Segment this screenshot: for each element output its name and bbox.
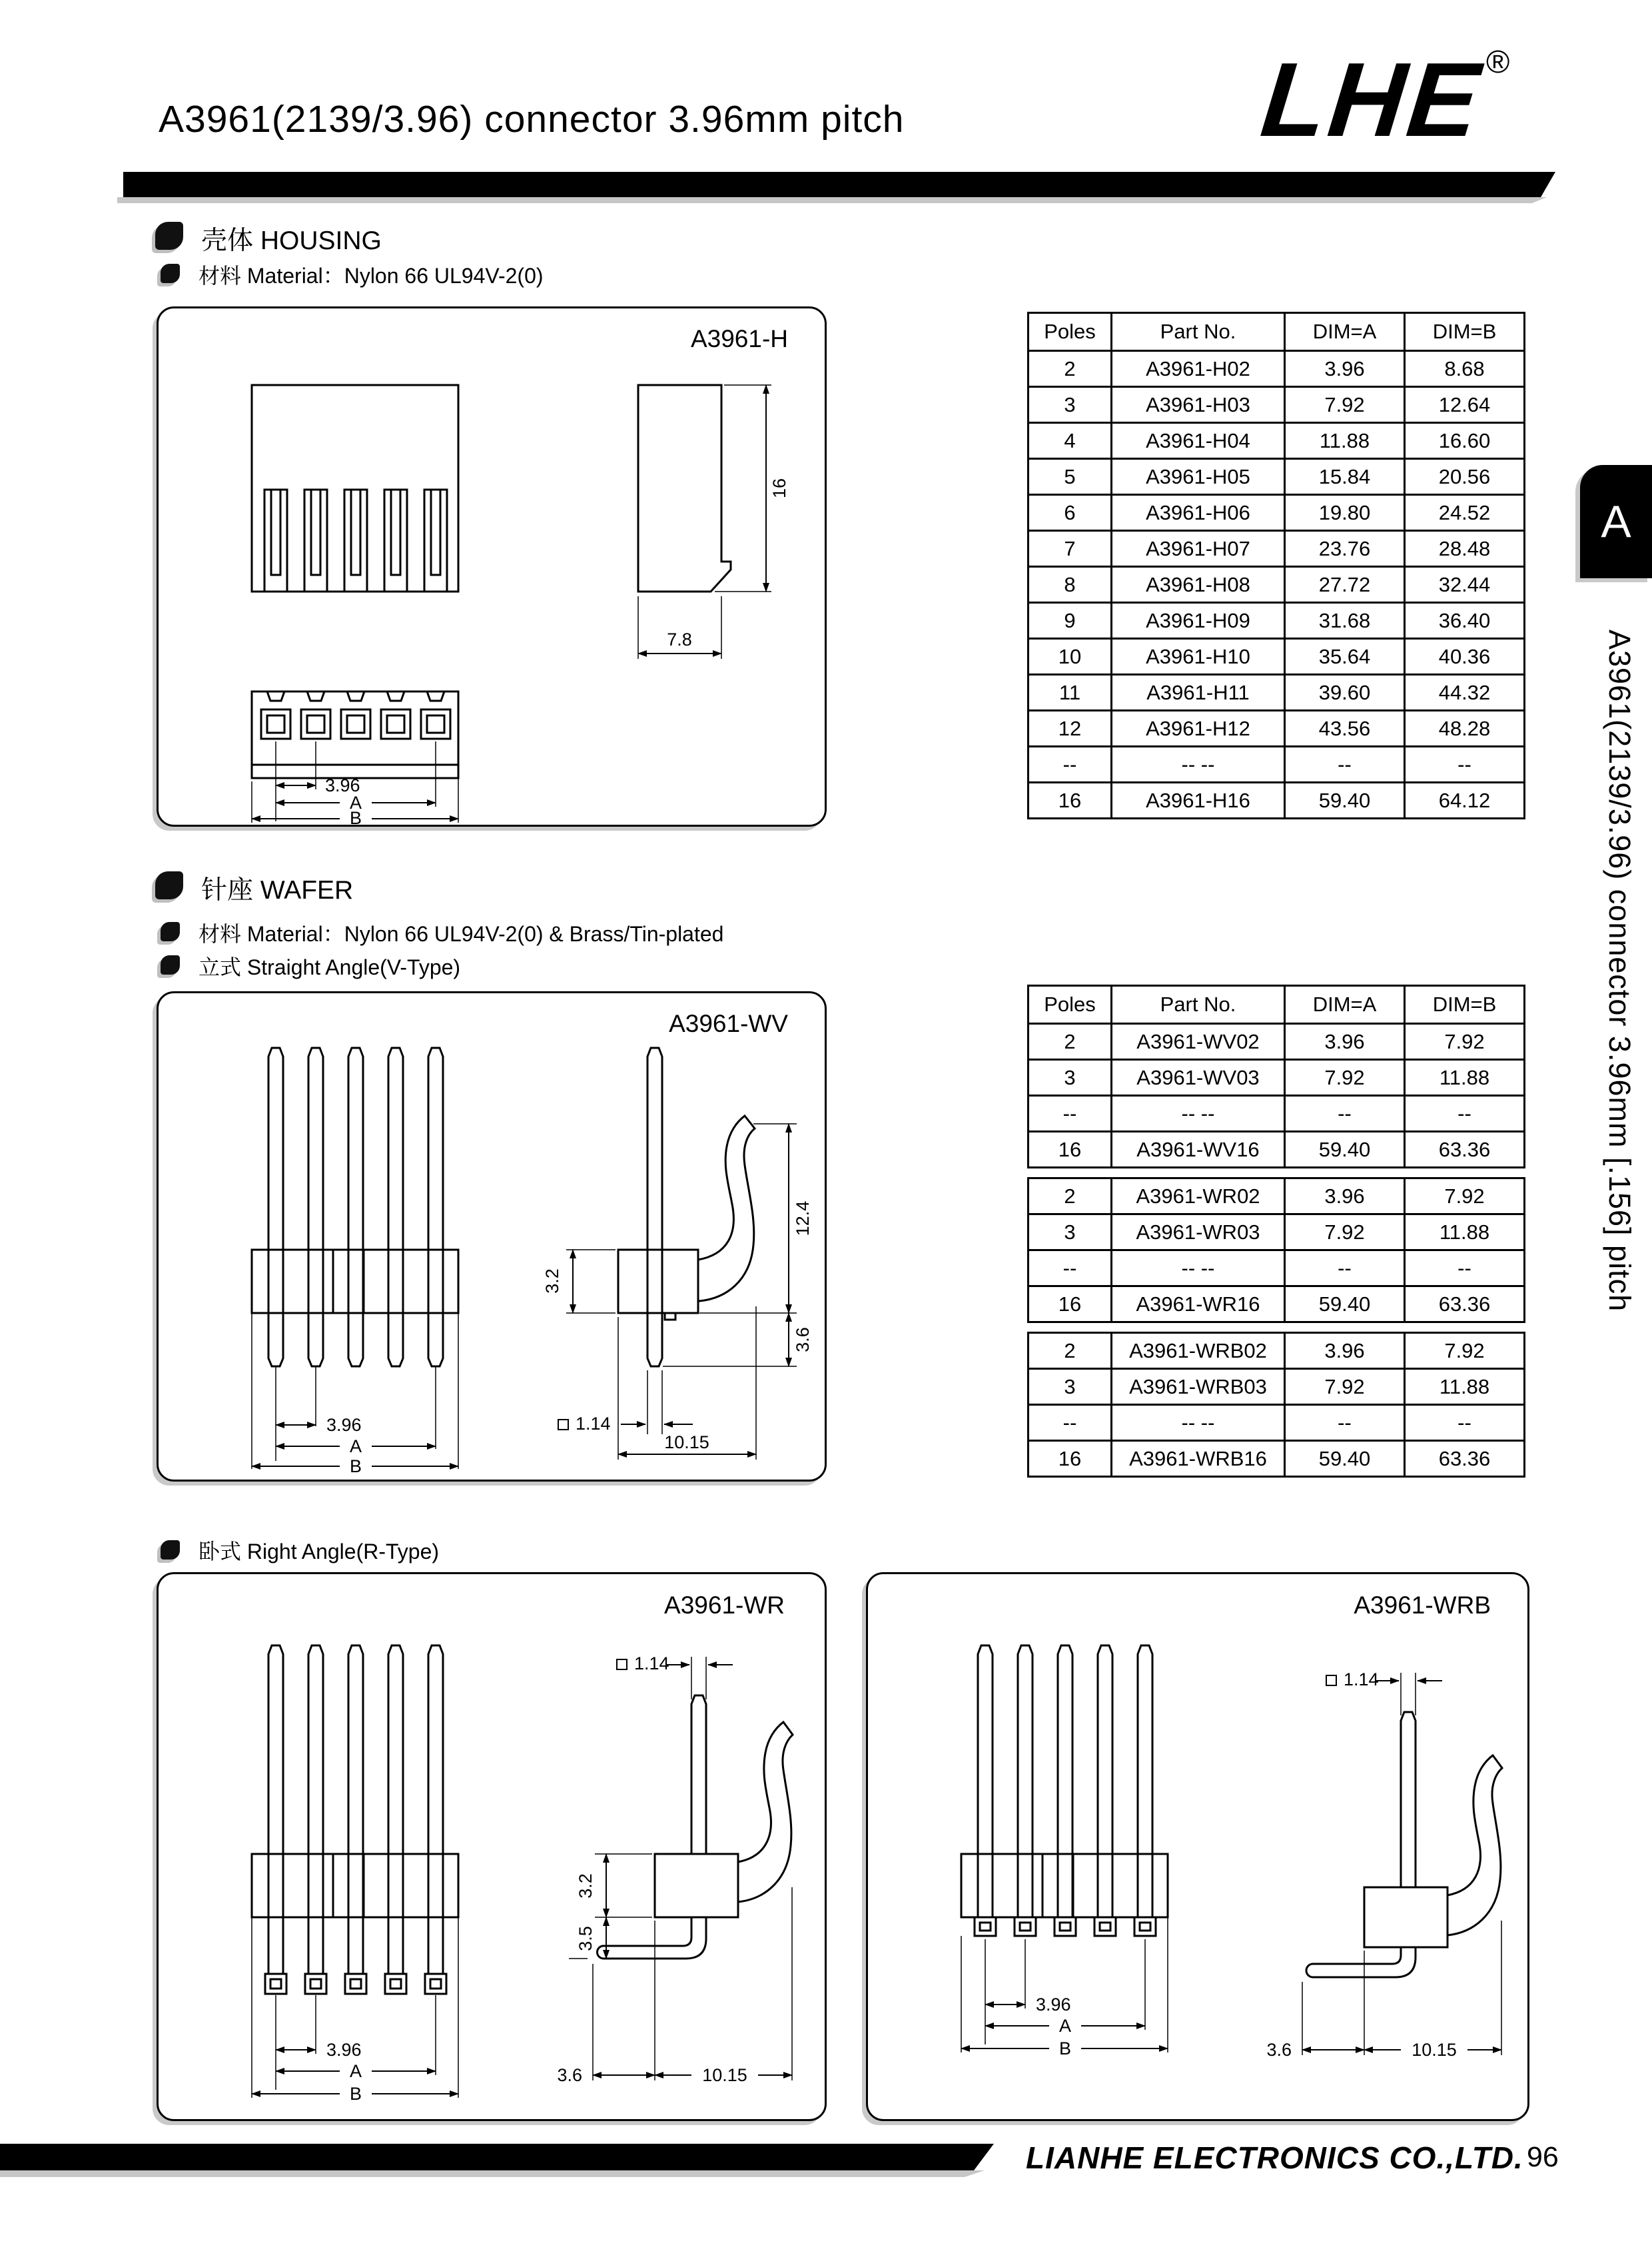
table-cell: -- bbox=[1029, 747, 1112, 783]
table-cell: 3.96 bbox=[1285, 1024, 1405, 1060]
table-cell: 3.96 bbox=[1285, 1178, 1405, 1214]
table-cell: 3 bbox=[1029, 1060, 1112, 1096]
table-cell: 63.36 bbox=[1405, 1132, 1525, 1168]
table-cell: 7.92 bbox=[1405, 1178, 1525, 1214]
table-cell: 2 bbox=[1029, 1178, 1112, 1214]
table-cell: 4 bbox=[1029, 423, 1112, 459]
table-row bbox=[1029, 603, 1525, 639]
table-cell: A3961-H04 bbox=[1112, 423, 1285, 459]
table-row bbox=[1029, 1096, 1525, 1132]
table-cell: 11.88 bbox=[1405, 1214, 1525, 1250]
brand-logo-text: LHE bbox=[1256, 41, 1487, 159]
table-header-row bbox=[1029, 313, 1525, 351]
wafer-heading: 针座 WAFER bbox=[201, 876, 354, 905]
table-row bbox=[1029, 1024, 1525, 1060]
right-angle-heading: 卧式 Right Angle(R-Type) bbox=[199, 1540, 440, 1564]
dim-pin-square: 1.14 bbox=[634, 1653, 669, 1673]
table-cell: 15.84 bbox=[1285, 459, 1405, 495]
table-cell: 39.60 bbox=[1285, 675, 1405, 711]
registered-trademark-icon: ® bbox=[1486, 45, 1510, 80]
table-cell: -- -- bbox=[1112, 1405, 1285, 1441]
table-cell: 11.88 bbox=[1405, 1060, 1525, 1096]
table-cell: 36.40 bbox=[1405, 603, 1525, 639]
table-cell: 8 bbox=[1029, 567, 1112, 603]
table-row bbox=[1029, 1178, 1525, 1214]
table-row bbox=[1029, 1405, 1525, 1441]
table-cell: 7.92 bbox=[1285, 387, 1405, 423]
table-cell: 2 bbox=[1029, 351, 1112, 387]
item-bullet-icon bbox=[161, 955, 180, 975]
brand-logo bbox=[1256, 40, 1510, 161]
section-bullet-icon bbox=[155, 222, 183, 250]
item-bullet-icon bbox=[161, 922, 180, 941]
table-cell: A3961-H10 bbox=[1112, 639, 1285, 675]
table-cell: A3961-WV03 bbox=[1112, 1060, 1285, 1096]
col-header-dima: DIM=A bbox=[1285, 986, 1405, 1024]
table-cell: 59.40 bbox=[1285, 1286, 1405, 1322]
dim-pitch: 3.96 bbox=[1036, 1995, 1071, 2015]
footer-rule-bar bbox=[0, 2144, 994, 2170]
table-cell: 40.36 bbox=[1405, 639, 1525, 675]
dim-pin-length: 10.15 bbox=[702, 2065, 747, 2085]
col-header-poles: Poles bbox=[1029, 986, 1112, 1024]
housing-table-wrap bbox=[1027, 312, 1525, 819]
dim-pin-square: 1.14 bbox=[576, 1414, 611, 1434]
dim-pitch: 3.96 bbox=[326, 1415, 362, 1435]
table-cell: 2 bbox=[1029, 1024, 1112, 1060]
table-row bbox=[1029, 459, 1525, 495]
dim-pin-length: 10.15 bbox=[664, 1432, 709, 1452]
wafer-v-technical-drawing bbox=[159, 993, 825, 1480]
dim-a: A bbox=[349, 2061, 362, 2081]
table-cell: A3961-WRB02 bbox=[1112, 1333, 1285, 1369]
dim-hook-height: 12.4 bbox=[793, 1200, 813, 1236]
table-cell: 35.64 bbox=[1285, 639, 1405, 675]
table-row bbox=[1029, 567, 1525, 603]
table-row bbox=[1029, 1441, 1525, 1477]
table-cell: A3961-H05 bbox=[1112, 459, 1285, 495]
table-cell: -- bbox=[1029, 1250, 1112, 1286]
table-cell: 11.88 bbox=[1285, 423, 1405, 459]
housing-material-line: 材料 Material：Nylon 66 UL94V-2(0) bbox=[199, 264, 544, 288]
square-pin-icon bbox=[558, 1420, 568, 1430]
table-row bbox=[1029, 639, 1525, 675]
table-cell: 3 bbox=[1029, 1369, 1112, 1405]
table-cell: 48.28 bbox=[1405, 711, 1525, 747]
table-cell: -- bbox=[1405, 1250, 1525, 1286]
table-cell: 11.88 bbox=[1405, 1369, 1525, 1405]
table-cell: -- bbox=[1285, 747, 1405, 783]
table-cell: -- -- bbox=[1112, 747, 1285, 783]
housing-drawing-box bbox=[157, 306, 827, 827]
col-header-dima: DIM=A bbox=[1285, 313, 1405, 351]
table-cell: 8.68 bbox=[1405, 351, 1525, 387]
table-cell: 59.40 bbox=[1285, 783, 1405, 819]
table-row bbox=[1029, 783, 1525, 819]
table-cell: 64.12 bbox=[1405, 783, 1525, 819]
table-row bbox=[1029, 1286, 1525, 1322]
dim-pitch: 3.96 bbox=[326, 2040, 362, 2060]
dim-a: A bbox=[1058, 2016, 1072, 2036]
dim-pin-length: 10.15 bbox=[1412, 2040, 1457, 2060]
table-row bbox=[1029, 1214, 1525, 1250]
wafer-wr-drawing-box bbox=[157, 1572, 827, 2121]
table-row bbox=[1029, 495, 1525, 531]
table-cell: A3961-WV16 bbox=[1112, 1132, 1285, 1168]
table-row bbox=[1029, 387, 1525, 423]
table-cell: 16 bbox=[1029, 1132, 1112, 1168]
dim-pin-square: 1.14 bbox=[1344, 1669, 1379, 1689]
table-cell: 16 bbox=[1029, 783, 1112, 819]
table-cell: A3961-WR16 bbox=[1112, 1286, 1285, 1322]
footer-company-name: LIANHE ELECTRONICS CO.,LTD. bbox=[1026, 2140, 1523, 2175]
dim-body-height: 3.2 bbox=[576, 1873, 596, 1899]
table-cell: 5 bbox=[1029, 459, 1112, 495]
table-cell: A3961-H08 bbox=[1112, 567, 1285, 603]
dim-b: B bbox=[349, 808, 362, 825]
table-cell: A3961-H11 bbox=[1112, 675, 1285, 711]
table-cell: -- bbox=[1405, 747, 1525, 783]
page-title: A3961(2139/3.96) connector 3.96mm pitch bbox=[159, 98, 905, 141]
item-bullet-icon bbox=[161, 264, 180, 283]
table-cell: A3961-WRB03 bbox=[1112, 1369, 1285, 1405]
table-cell: 20.56 bbox=[1405, 459, 1525, 495]
housing-table bbox=[1027, 312, 1525, 819]
table-row bbox=[1029, 1250, 1525, 1286]
table-cell: -- bbox=[1029, 1096, 1112, 1132]
item-bullet-icon bbox=[161, 1540, 180, 1560]
header-rule-bar-shadow bbox=[117, 197, 1547, 203]
wafer-type-line: 立式 Straight Angle(V-Type) bbox=[199, 955, 461, 979]
table-cell: 7 bbox=[1029, 531, 1112, 567]
wafer-v-drawing-label: A3961-WV bbox=[669, 1010, 788, 1037]
dim-below: 3.5 bbox=[576, 1926, 596, 1951]
table-cell: 3 bbox=[1029, 387, 1112, 423]
table-cell: 2 bbox=[1029, 1333, 1112, 1369]
dim-a: A bbox=[349, 1436, 362, 1456]
table-row bbox=[1029, 531, 1525, 567]
table-cell: 7.92 bbox=[1285, 1369, 1405, 1405]
dim-height: 16 bbox=[769, 478, 789, 499]
wafer-wrb-drawing-box bbox=[866, 1572, 1529, 2121]
table-cell: 63.36 bbox=[1405, 1441, 1525, 1477]
dim-a: A bbox=[349, 793, 362, 813]
housing-technical-drawing bbox=[159, 308, 825, 825]
dim-body-height: 3.2 bbox=[542, 1268, 562, 1294]
table-cell: 32.44 bbox=[1405, 567, 1525, 603]
table-cell: 31.68 bbox=[1285, 603, 1405, 639]
table-cell: -- bbox=[1405, 1405, 1525, 1441]
table-cell: A3961-H16 bbox=[1112, 783, 1285, 819]
wafer-wr-technical-drawing bbox=[159, 1574, 825, 2119]
sidebar-vertical-title: A3961(2139/3.96) connector 3.96mm [.156] pitch bbox=[1603, 630, 1637, 1312]
table-cell: A3961-H09 bbox=[1112, 603, 1285, 639]
housing-drawing-label: A3961-H bbox=[690, 325, 788, 352]
table-cell: 16 bbox=[1029, 1286, 1112, 1322]
dim-pitch: 3.96 bbox=[325, 775, 360, 795]
sidebar-index-tab bbox=[1580, 465, 1652, 578]
footer-page-number: 96 bbox=[1527, 2141, 1559, 2173]
wafer-material-line: 材料 Material：Nylon 66 UL94V-2(0) & Brass/Tin-plated bbox=[199, 922, 724, 946]
table-cell: 19.80 bbox=[1285, 495, 1405, 531]
table-cell: A3961-H06 bbox=[1112, 495, 1285, 531]
table-row bbox=[1029, 423, 1525, 459]
wafer-wrb-technical-drawing bbox=[868, 1574, 1524, 2119]
table-cell: 28.48 bbox=[1405, 531, 1525, 567]
table-row bbox=[1029, 711, 1525, 747]
table-cell: 16 bbox=[1029, 1441, 1112, 1477]
table-cell: 59.40 bbox=[1285, 1132, 1405, 1168]
table-cell: 7.92 bbox=[1285, 1214, 1405, 1250]
col-header-partno: Part No. bbox=[1112, 986, 1285, 1024]
table-cell: 12 bbox=[1029, 711, 1112, 747]
table-cell: 44.32 bbox=[1405, 675, 1525, 711]
table-cell: A3961-WR03 bbox=[1112, 1214, 1285, 1250]
table-row bbox=[1029, 1333, 1525, 1369]
dim-b: B bbox=[1058, 2038, 1072, 2058]
table-cell: 3.96 bbox=[1285, 351, 1405, 387]
table-cell: 27.72 bbox=[1285, 567, 1405, 603]
table-cell: A3961-WR02 bbox=[1112, 1178, 1285, 1214]
table-cell: A3961-H03 bbox=[1112, 387, 1285, 423]
table-row bbox=[1029, 351, 1525, 387]
dim-b: B bbox=[349, 1456, 362, 1476]
dim-offset: 3.6 bbox=[1266, 2040, 1292, 2060]
table-cell: -- bbox=[1029, 1405, 1112, 1441]
sidebar-tab-label: A bbox=[1601, 496, 1631, 547]
table-cell: 9 bbox=[1029, 603, 1112, 639]
table-cell: 43.56 bbox=[1285, 711, 1405, 747]
table-cell: 7.92 bbox=[1405, 1024, 1525, 1060]
housing-heading: 壳体 HOUSING bbox=[201, 226, 382, 255]
col-header-dimb: DIM=B bbox=[1405, 313, 1525, 351]
table-cell: 12.64 bbox=[1405, 387, 1525, 423]
table-cell: -- bbox=[1405, 1096, 1525, 1132]
col-header-poles: Poles bbox=[1029, 313, 1112, 351]
footer-rule-bar-shadow bbox=[0, 2170, 985, 2177]
col-header-partno: Part No. bbox=[1112, 313, 1285, 351]
dim-b: B bbox=[349, 2084, 362, 2104]
col-header-dimb: DIM=B bbox=[1405, 986, 1525, 1024]
table-cell: -- -- bbox=[1112, 1250, 1285, 1286]
dim-tail: 3.6 bbox=[793, 1327, 813, 1352]
table-cell: 6 bbox=[1029, 495, 1112, 531]
table-row bbox=[1029, 1369, 1525, 1405]
table-cell: 3 bbox=[1029, 1214, 1112, 1250]
table-cell: 59.40 bbox=[1285, 1441, 1405, 1477]
square-pin-icon bbox=[1326, 1675, 1336, 1685]
wafer-v-drawing-box bbox=[157, 991, 827, 1482]
table-cell: -- bbox=[1285, 1250, 1405, 1286]
table-row bbox=[1029, 1060, 1525, 1096]
section-bullet-icon bbox=[155, 871, 183, 899]
table-cell: 23.76 bbox=[1285, 531, 1405, 567]
table-cell: A3961-H07 bbox=[1112, 531, 1285, 567]
table-cell: A3961-WV02 bbox=[1112, 1024, 1285, 1060]
table-row bbox=[1029, 747, 1525, 783]
wafer-wrb-drawing-label: A3961-WRB bbox=[1354, 1591, 1491, 1619]
wafer-table-group-rb bbox=[1027, 1332, 1525, 1478]
table-cell: A3961-H02 bbox=[1112, 351, 1285, 387]
wafer-table-group-r bbox=[1027, 1177, 1525, 1323]
table-cell: 3.96 bbox=[1285, 1333, 1405, 1369]
table-row bbox=[1029, 1132, 1525, 1168]
wafer-table-group-v bbox=[1027, 985, 1525, 1168]
table-cell: 16.60 bbox=[1405, 423, 1525, 459]
table-cell: 11 bbox=[1029, 675, 1112, 711]
table-cell: 24.52 bbox=[1405, 495, 1525, 531]
table-cell: -- -- bbox=[1112, 1096, 1285, 1132]
wafer-wr-drawing-label: A3961-WR bbox=[664, 1591, 785, 1619]
dim-offset: 3.6 bbox=[557, 2065, 582, 2085]
table-row bbox=[1029, 675, 1525, 711]
table-cell: 63.36 bbox=[1405, 1286, 1525, 1322]
table-cell: -- bbox=[1285, 1096, 1405, 1132]
table-cell: A3961-WRB16 bbox=[1112, 1441, 1285, 1477]
table-cell: 7.92 bbox=[1405, 1333, 1525, 1369]
square-pin-icon bbox=[617, 1659, 627, 1669]
table-cell: A3961-H12 bbox=[1112, 711, 1285, 747]
table-cell: 10 bbox=[1029, 639, 1112, 675]
table-header-row bbox=[1029, 986, 1525, 1024]
table-cell: 7.92 bbox=[1285, 1060, 1405, 1096]
wafer-table-wrap bbox=[1027, 985, 1525, 1478]
dim-depth: 7.8 bbox=[667, 630, 692, 650]
header-rule-bar bbox=[123, 172, 1555, 197]
table-cell: -- bbox=[1285, 1405, 1405, 1441]
